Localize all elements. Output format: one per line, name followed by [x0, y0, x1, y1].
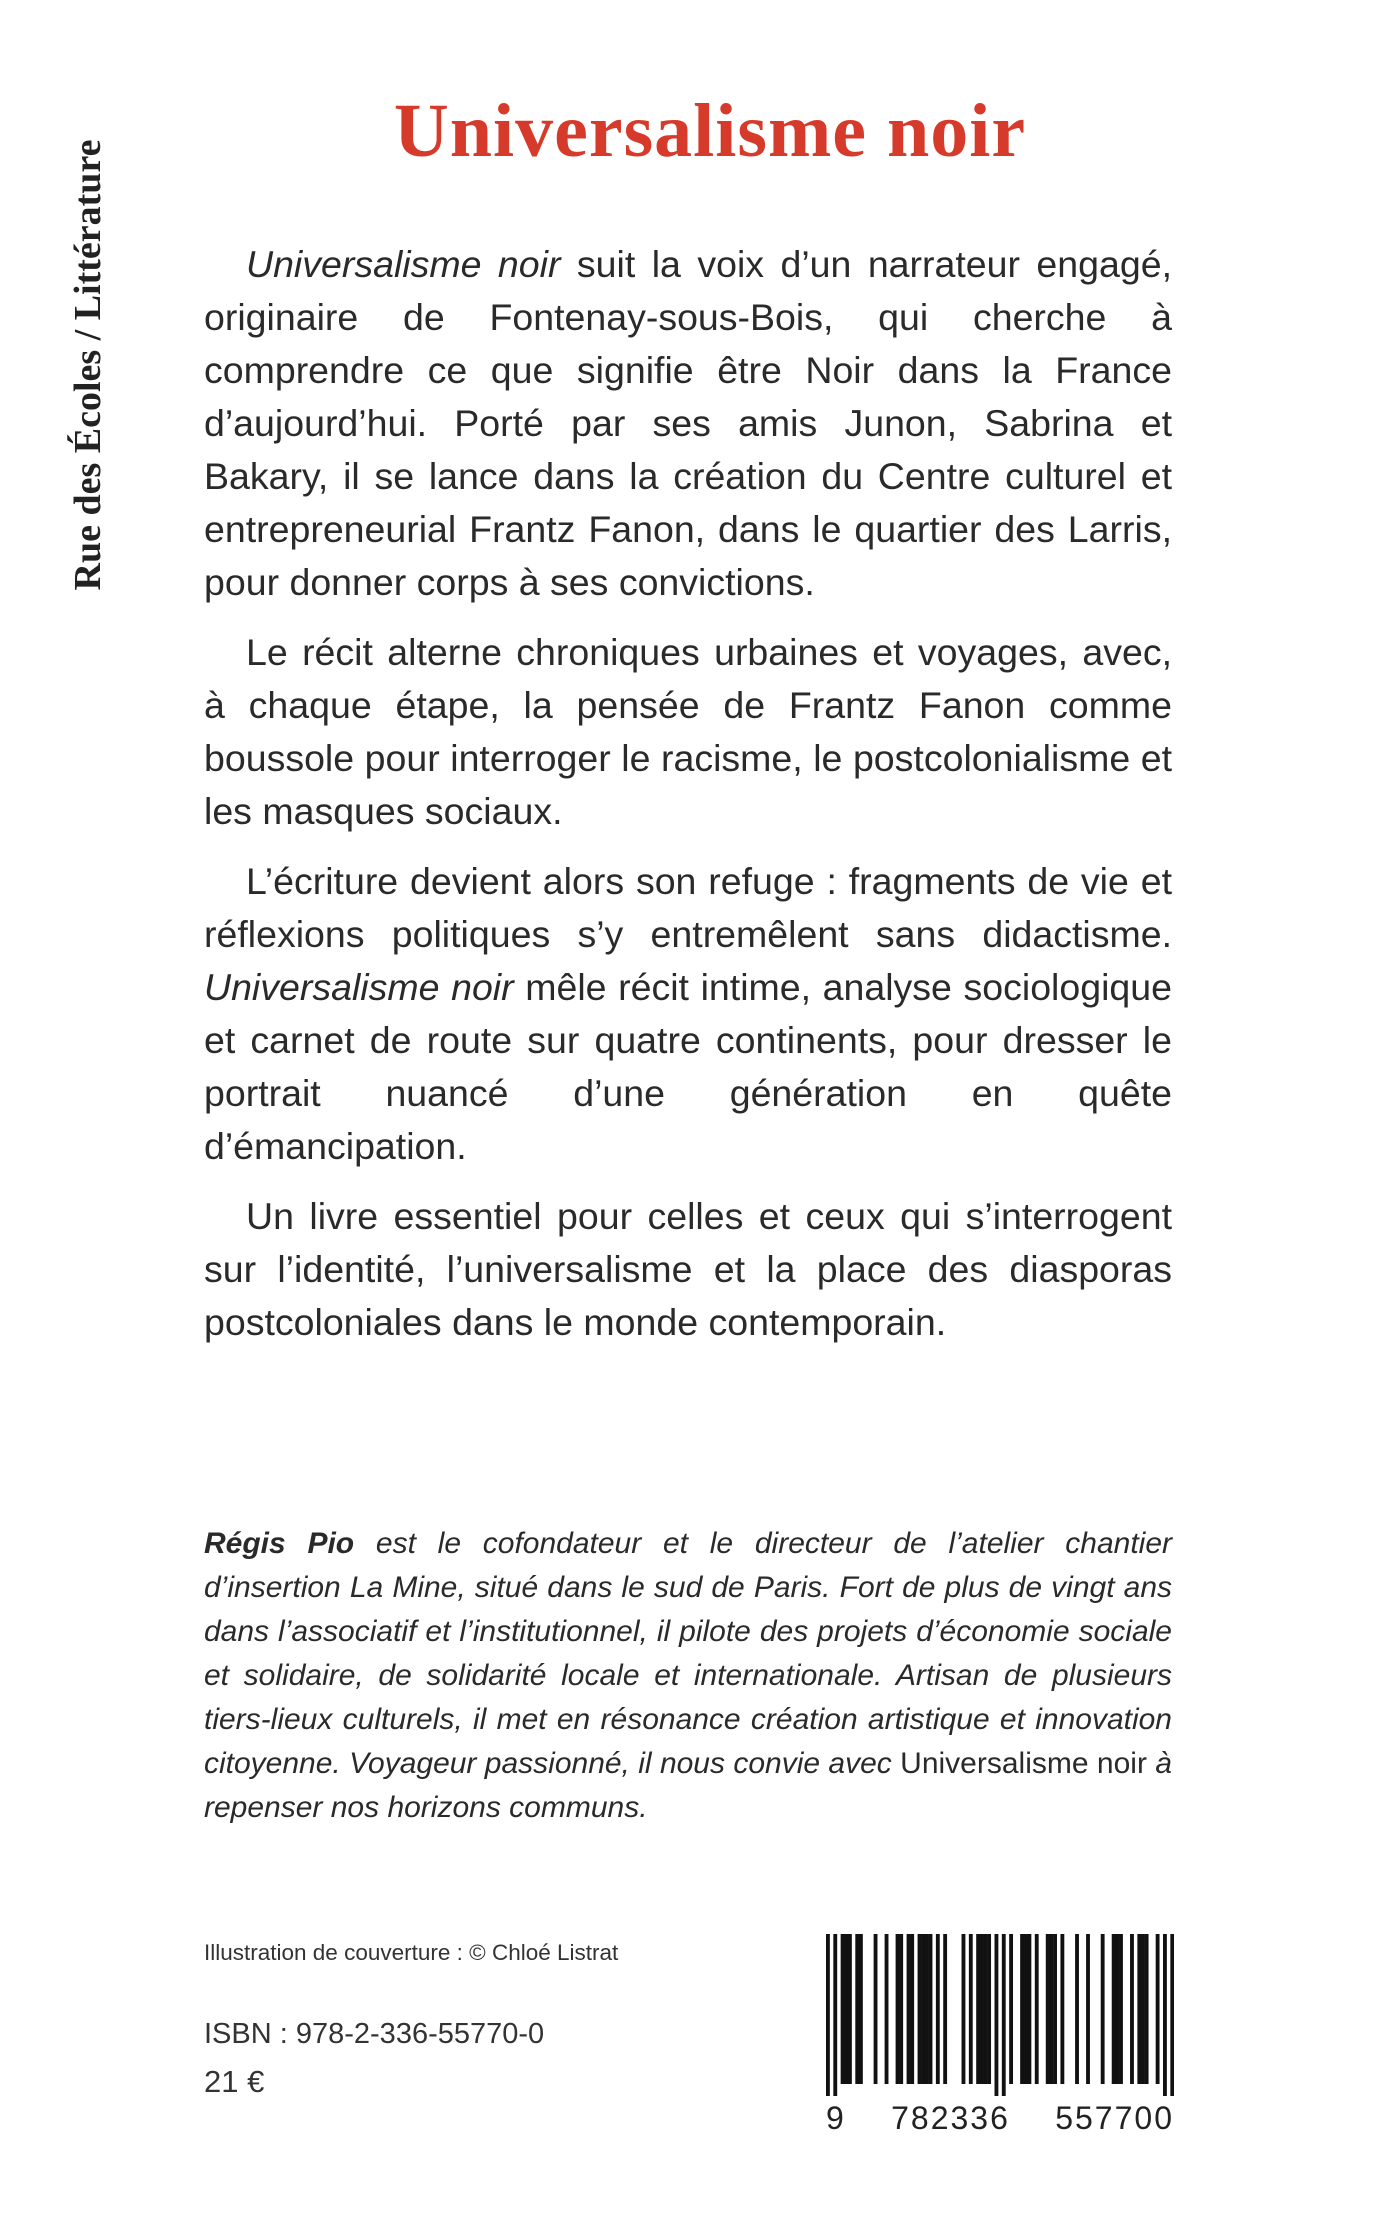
- barcode-bar: [1130, 1934, 1134, 2084]
- barcode-bar: [1101, 1934, 1105, 2084]
- barcode-bar: [921, 1934, 925, 2084]
- barcode-bar: [841, 1934, 845, 2084]
- blurb-paragraph-3: L’écriture devient alors son refuge : fragments de vie et réflexions politiques s’y entremêlent sans didactisme. Universalisme noir mêle récit intime, analyse sociologique et carnet de route sur quatre continents, pour dresser le portrait nuancé d’une génération en quête d’émancipation.: [204, 860, 1172, 1167]
- barcode-bar: [910, 1934, 914, 2084]
- barcode-bar: [995, 1934, 999, 2096]
- barcode-bar: [1119, 1934, 1123, 2084]
- barcode-bar: [1115, 1934, 1119, 2084]
- barcode-bar: [874, 1934, 878, 2084]
- barcode-bar: [943, 1934, 947, 2084]
- barcode-bar: [907, 1934, 911, 2084]
- barcode-bar: [1145, 1934, 1149, 2084]
- blurb-title-ref: Universalisme noir: [246, 243, 561, 285]
- barcode: [826, 1934, 1174, 2096]
- barcode-digit-group: 782336: [891, 2100, 1010, 2136]
- blurb-paragraph-1: Universalisme noir suit la voix d’un narrateur engagé, originaire de Fontenay-sous-Bois, qui cherche à comprendre ce que signifie être Noir dans la France d’aujourd’hui. Porté par ses amis Junon, Sabrina et Bakary, il se lance dans la création du Centre culturel et entrepreneurial Frantz Fanon, dans le quartier des Larris, pour donner corps à ses convictions.: [204, 243, 1172, 603]
- barcode-bar: [1027, 1934, 1031, 2084]
- barcode-bar: [1009, 1934, 1013, 2084]
- barcode-bar: [976, 1934, 980, 2084]
- barcode-bar: [1137, 1934, 1141, 2084]
- barcode-bar: [885, 1934, 889, 2084]
- author-name: Régis Pio: [204, 1527, 355, 1560]
- book-title: Universalisme noir: [393, 89, 1027, 173]
- barcode-bar: [969, 1934, 973, 2084]
- barcode-bar: [918, 1934, 922, 2084]
- barcode-bar: [1053, 1934, 1057, 2084]
- barcode-bar: [1156, 1934, 1160, 2084]
- barcode-bar: [1141, 1934, 1145, 2084]
- barcode-bar: [1086, 1934, 1090, 2084]
- bio-title-ref: Universalisme noir: [900, 1747, 1147, 1780]
- barcode-bar: [1002, 1934, 1006, 2096]
- barcode-bar: [848, 1934, 852, 2084]
- barcode-bar: [936, 1934, 940, 2084]
- barcode-digit-group: 9: [826, 2100, 846, 2136]
- barcode-bar: [1020, 1934, 1024, 2084]
- barcode-bar: [1163, 1934, 1167, 2096]
- barcode-bar: [1170, 1934, 1174, 2096]
- barcode-bar: [962, 1934, 966, 2084]
- barcode-bar: [980, 1934, 984, 2084]
- blurb-paragraph-4: Un livre essentiel pour celles et ceux qui s’interrogent sur l’identité, l’universalisme et la place des diasporas postcoloniales dans le monde contemporain.: [204, 1195, 1172, 1343]
- blurb-title-ref: Universalisme noir: [204, 966, 514, 1008]
- isbn: ISBN : 978-2-336-55770-0: [204, 2018, 545, 2050]
- barcode-bar: [826, 1934, 830, 2096]
- author-bio: Régis Pio est le cofondateur et le directeur de l’atelier chantier d’insertion La Mine, situé dans le sud de Paris. Fort de plus de vingt ans dans l’associatif et l’institutionnel, il pilote des projets d’économie sociale et solidaire, de solidarité locale et internationale. Artisan de plusieurs tiers-lieux culturels, il met en résonance création artistique et innovation citoyenne. Voyageur passionné, il nous convie avec Universalisme noir à repenser nos horizons communs.: [204, 1527, 1172, 1824]
- barcode-number: [826, 2100, 1174, 2137]
- barcode-bar: [833, 1934, 837, 2096]
- barcode-bar: [1046, 1934, 1050, 2084]
- barcode-bar: [899, 1934, 903, 2084]
- barcode-bar: [859, 1934, 863, 2084]
- barcode-bar: [925, 1934, 929, 2084]
- blurb-paragraph-2: Le récit alterne chroniques urbaines et voyages, avec, à chaque étape, la pensée de Frantz Fanon comme boussole pour interroger le racisme, le postcolonialisme et les masques sociaux.: [204, 631, 1172, 832]
- spine-label: [58, 95, 118, 635]
- barcode-bar: [984, 1934, 988, 2084]
- illustration-credit: Illustration de couverture : © Chloé Listrat: [204, 1940, 619, 1965]
- barcode-bar: [1024, 1934, 1028, 2084]
- barcode-bar: [1112, 1934, 1116, 2084]
- blurb: [204, 238, 1172, 1366]
- collection-label: Rue des Écoles / Littérature: [67, 139, 109, 591]
- barcode-bar: [855, 1934, 859, 2084]
- barcode-bar: [844, 1934, 848, 2084]
- barcode-bar: [1049, 1934, 1053, 2084]
- barcode-bar: [1060, 1934, 1064, 2084]
- barcode-bar: [987, 1934, 991, 2084]
- price: 21 €: [204, 2064, 265, 2099]
- barcode-bar: [1035, 1934, 1039, 2084]
- barcode-digit-group: 557700: [1055, 2100, 1174, 2136]
- barcode-bar: [929, 1934, 933, 2084]
- barcode-bars: [826, 1934, 1174, 2096]
- barcode-bar: [896, 1934, 900, 2084]
- barcode-bar: [1075, 1934, 1079, 2084]
